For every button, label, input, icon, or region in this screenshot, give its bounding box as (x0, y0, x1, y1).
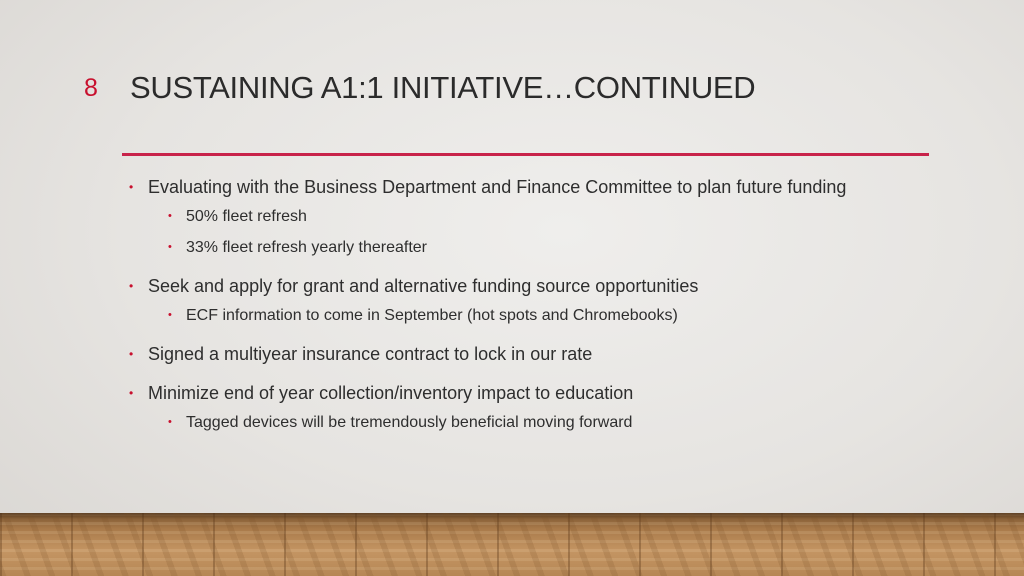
bullet-list (128, 173, 928, 447)
sub-bullet-text: ECF information to come in September (hot spots and Chromebooks) (186, 307, 678, 324)
sub-bullet-item (128, 201, 928, 232)
bullet-item (128, 173, 928, 201)
title-divider (122, 153, 929, 156)
bullet-dot-icon: • (168, 210, 172, 222)
bullet-dot-icon: • (129, 279, 134, 293)
wood-floor-decoration (0, 513, 1024, 576)
bullet-text: Evaluating with the Business Department and Finance Committee to plan future funding (148, 177, 847, 197)
slide-number: 8 (84, 74, 99, 102)
bullet-group-funding (128, 173, 928, 263)
bullet-item (128, 379, 928, 407)
bullet-text: Minimize end of year collection/inventory impact to education (148, 383, 634, 403)
bullet-group-grants (128, 272, 928, 331)
sub-bullet-text: 33% fleet refresh yearly thereafter (186, 239, 428, 256)
bullet-dot-icon: • (129, 180, 134, 194)
sub-bullet-item (128, 232, 928, 263)
sub-bullet-text: 50% fleet refresh (186, 208, 307, 225)
bullet-group-insurance (128, 340, 928, 368)
bullet-group-collection (128, 379, 928, 438)
bullet-dot-icon: • (129, 386, 134, 400)
sub-bullet-text: Tagged devices will be tremendously beneficial moving forward (186, 414, 633, 431)
sub-bullet-item (128, 407, 928, 438)
bullet-dot-icon: • (168, 416, 172, 428)
bullet-text: Seek and apply for grant and alternative funding source opportunities (148, 276, 699, 296)
bullet-dot-icon: • (168, 309, 172, 321)
slide-title: SUSTAINING A1:1 INITIATIVE…CONTINUED (130, 70, 756, 105)
bullet-item (128, 272, 928, 300)
bullet-dot-icon: • (129, 347, 134, 361)
sub-bullet-item (128, 300, 928, 331)
bullet-item (128, 340, 928, 368)
bullet-text: Signed a multiyear insurance contract to lock in our rate (148, 344, 593, 364)
bullet-dot-icon: • (168, 241, 172, 253)
